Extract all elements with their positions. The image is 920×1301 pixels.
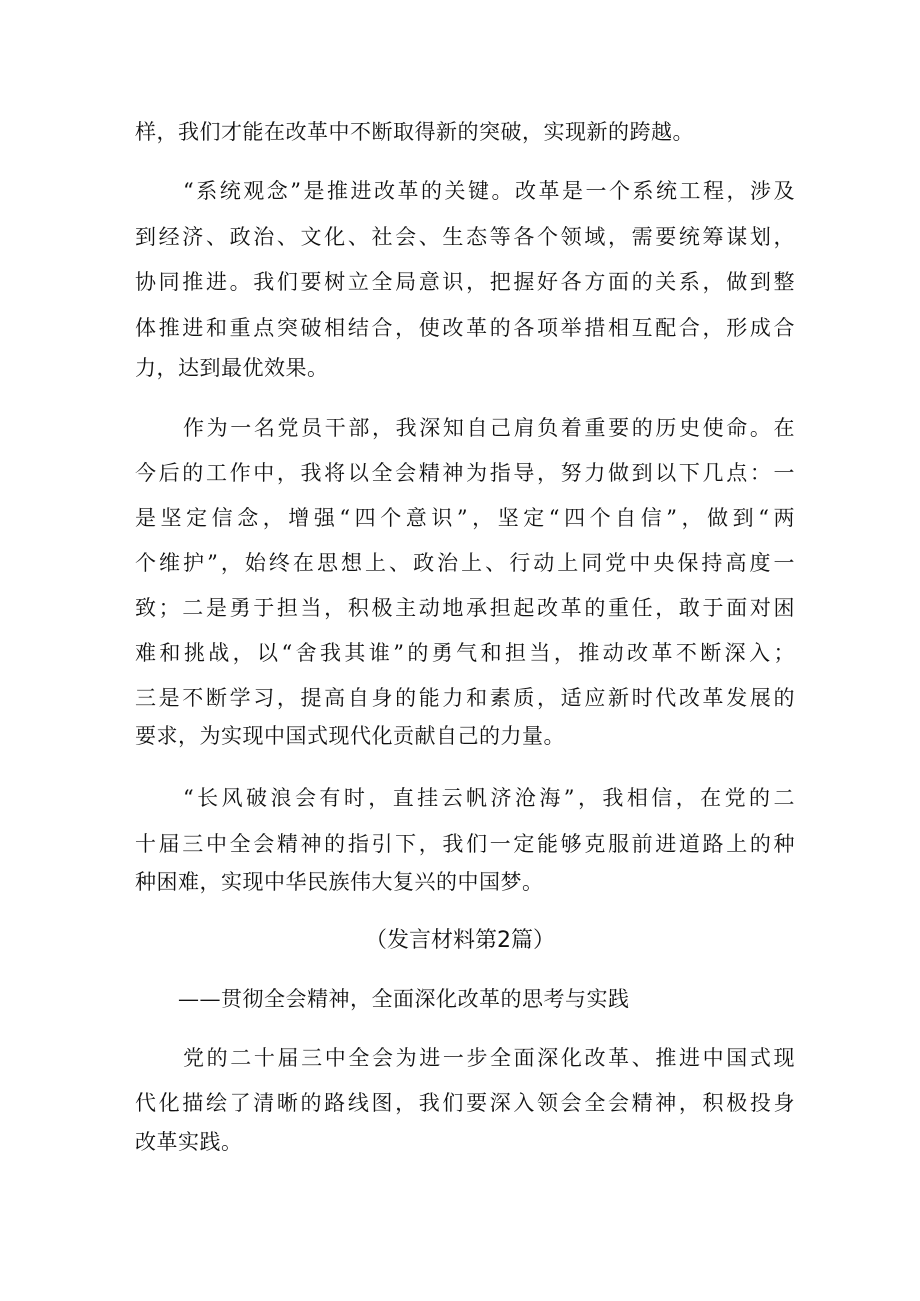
- paragraph-line: 作为一名党员干部，我深知自己肩负着重要的历史使命。在: [183, 416, 795, 440]
- paragraph-line: 致；二是勇于担当，积极主动地承担起改革的重任，敢于面对困: [135, 596, 795, 620]
- section-subtitle: ——贯彻全会精神，全面深化改革的思考与实践: [178, 987, 630, 1011]
- paragraph-line: 十届三中全会精神的指引下，我们一定能够克服前进道路上的种: [135, 832, 795, 856]
- paragraph-line: 代化描绘了清晰的路线图，我们要深入领会全会精神，积极投身: [135, 1091, 795, 1115]
- paragraph-line: “系统观念”是推进改革的关键。改革是一个系统工程，涉及: [183, 179, 795, 203]
- paragraph-line: “长风破浪会有时，直挂云帆济沧海”，我相信，在党的二: [183, 786, 795, 810]
- paragraph-line: 种困难，实现中华民族伟大复兴的中国梦。: [135, 870, 544, 894]
- paragraph-line: 难和挑战，以“舍我其谁”的勇气和担当，推动改革不断深入；: [135, 641, 795, 665]
- paragraph-line: 今后的工作中，我将以全会精神为指导，努力做到以下几点：一: [135, 461, 795, 485]
- paragraph-line: 改革实践。: [135, 1130, 243, 1154]
- paragraph-line: 党的二十届三中全会为进一步全面深化改革、推进中国式现: [183, 1046, 795, 1070]
- paragraph-line: 力，达到最优效果。: [135, 356, 329, 380]
- paragraph-line: 要求，为实现中国式现代化贡献自己的力量。: [135, 724, 565, 748]
- section-heading: （发言材料第2篇）: [365, 928, 555, 953]
- paragraph-line: 体推进和重点突破相结合，使改革的各项举措相互配合，形成合: [135, 316, 795, 340]
- paragraph-line: 协同推进。我们要树立全局意识，把握好各方面的关系，做到整: [135, 270, 795, 294]
- paragraph-line: 是坚定信念，增强“四个意识”，坚定“四个自信”，做到“两: [135, 506, 795, 530]
- paragraph-line: 到经济、政治、文化、社会、生态等各个领域，需要统筹谋划，: [135, 225, 795, 249]
- paragraph-line: 个维护”，始终在思想上、政治上、行动上同党中央保持高度一: [135, 551, 795, 575]
- paragraph-line: 样，我们才能在改革中不断取得新的突破，实现新的跨越。: [135, 120, 694, 144]
- paragraph-line: 三是不断学习，提高自身的能力和素质，适应新时代改革发展的: [135, 686, 795, 710]
